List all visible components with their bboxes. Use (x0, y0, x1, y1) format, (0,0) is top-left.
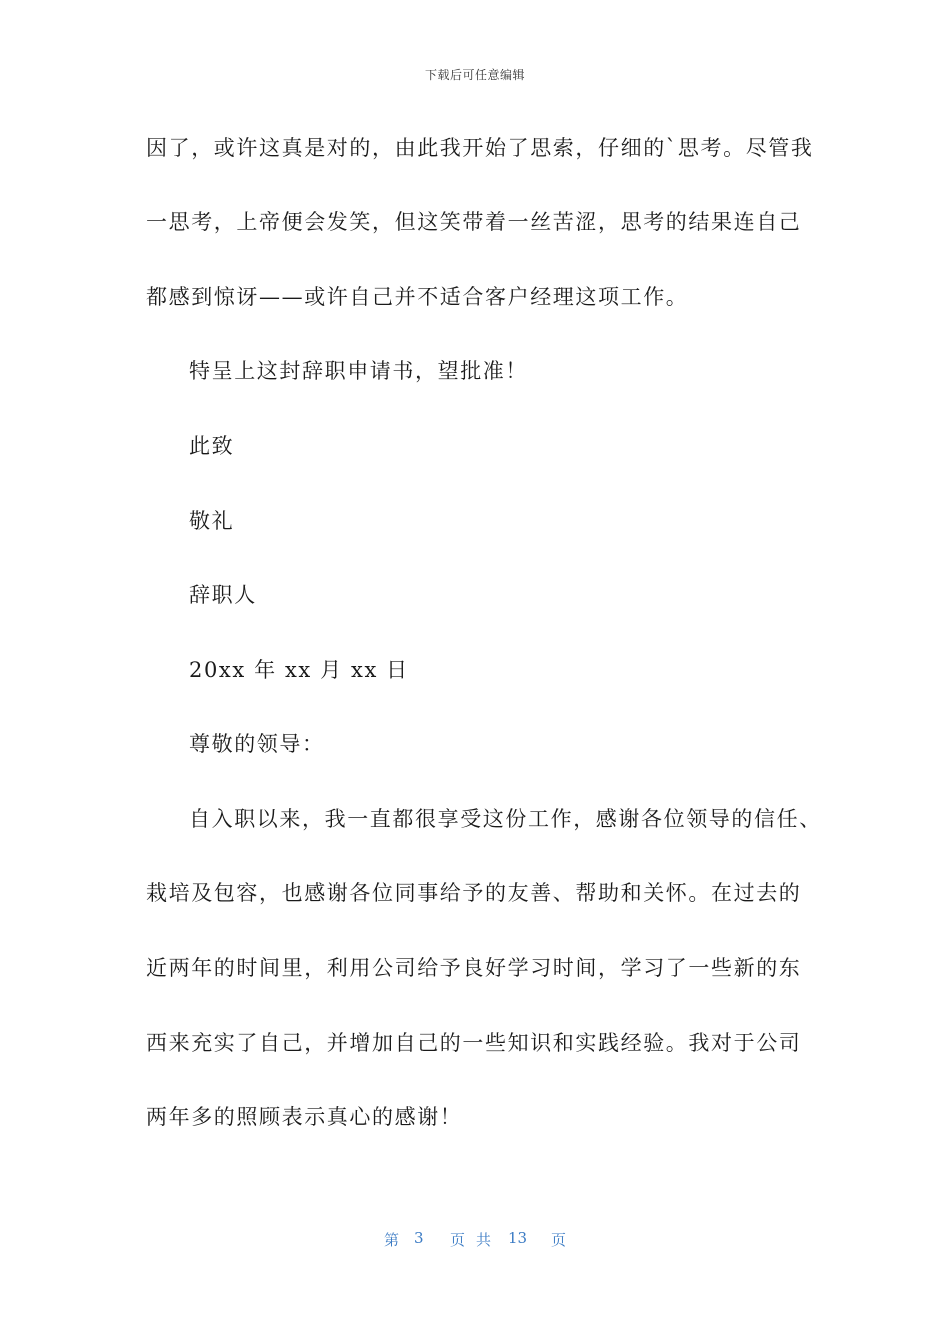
page-label: 第 (384, 1231, 400, 1249)
body-line: 栽培及包容，也感谢各位同事给予的友善、帮助和关怀。在过去的 (146, 881, 802, 905)
total-unit: 页 (551, 1231, 567, 1249)
greeting-line: 尊敬的领导： (189, 732, 325, 756)
body-line: 两年多的照顾表示真心的感谢！ (146, 1105, 463, 1129)
page-unit: 页 (450, 1231, 466, 1249)
page-number: 3 (414, 1229, 424, 1247)
signature-label: 辞职人 (189, 583, 257, 607)
body-line: 因了，或许这真是对的，由此我开始了思索，仔细的`思考。尽管我 (146, 136, 814, 160)
body-line: 西来充实了自己，并增加自己的一些知识和实践经验。我对于公司 (146, 1031, 802, 1055)
total-pages: 13 (508, 1229, 528, 1247)
page-header: 下载后可任意编辑 (424, 68, 525, 82)
body-line: 自入职以来，我一直都很享受这份工作，感谢各位领导的信任、 (189, 807, 822, 831)
closing-phrase: 此致 (189, 434, 235, 458)
body-line: 一思考，上帝便会发笑，但这笑带着一丝苦涩，思考的结果连自己 (146, 210, 802, 234)
date-line: 20xx 年 xx 月 xx 日 (189, 658, 409, 682)
body-line: 都感到惊讶——或许自己并不适合客户经理这项工作。 (146, 285, 689, 309)
closing-salutation: 敬礼 (189, 509, 235, 533)
body-line: 近两年的时间里，利用公司给予良好学习时间，学习了一些新的东 (146, 956, 802, 980)
total-label: 共 (476, 1231, 492, 1249)
body-line: 特呈上这封辞职申请书，望批准！ (189, 359, 528, 383)
